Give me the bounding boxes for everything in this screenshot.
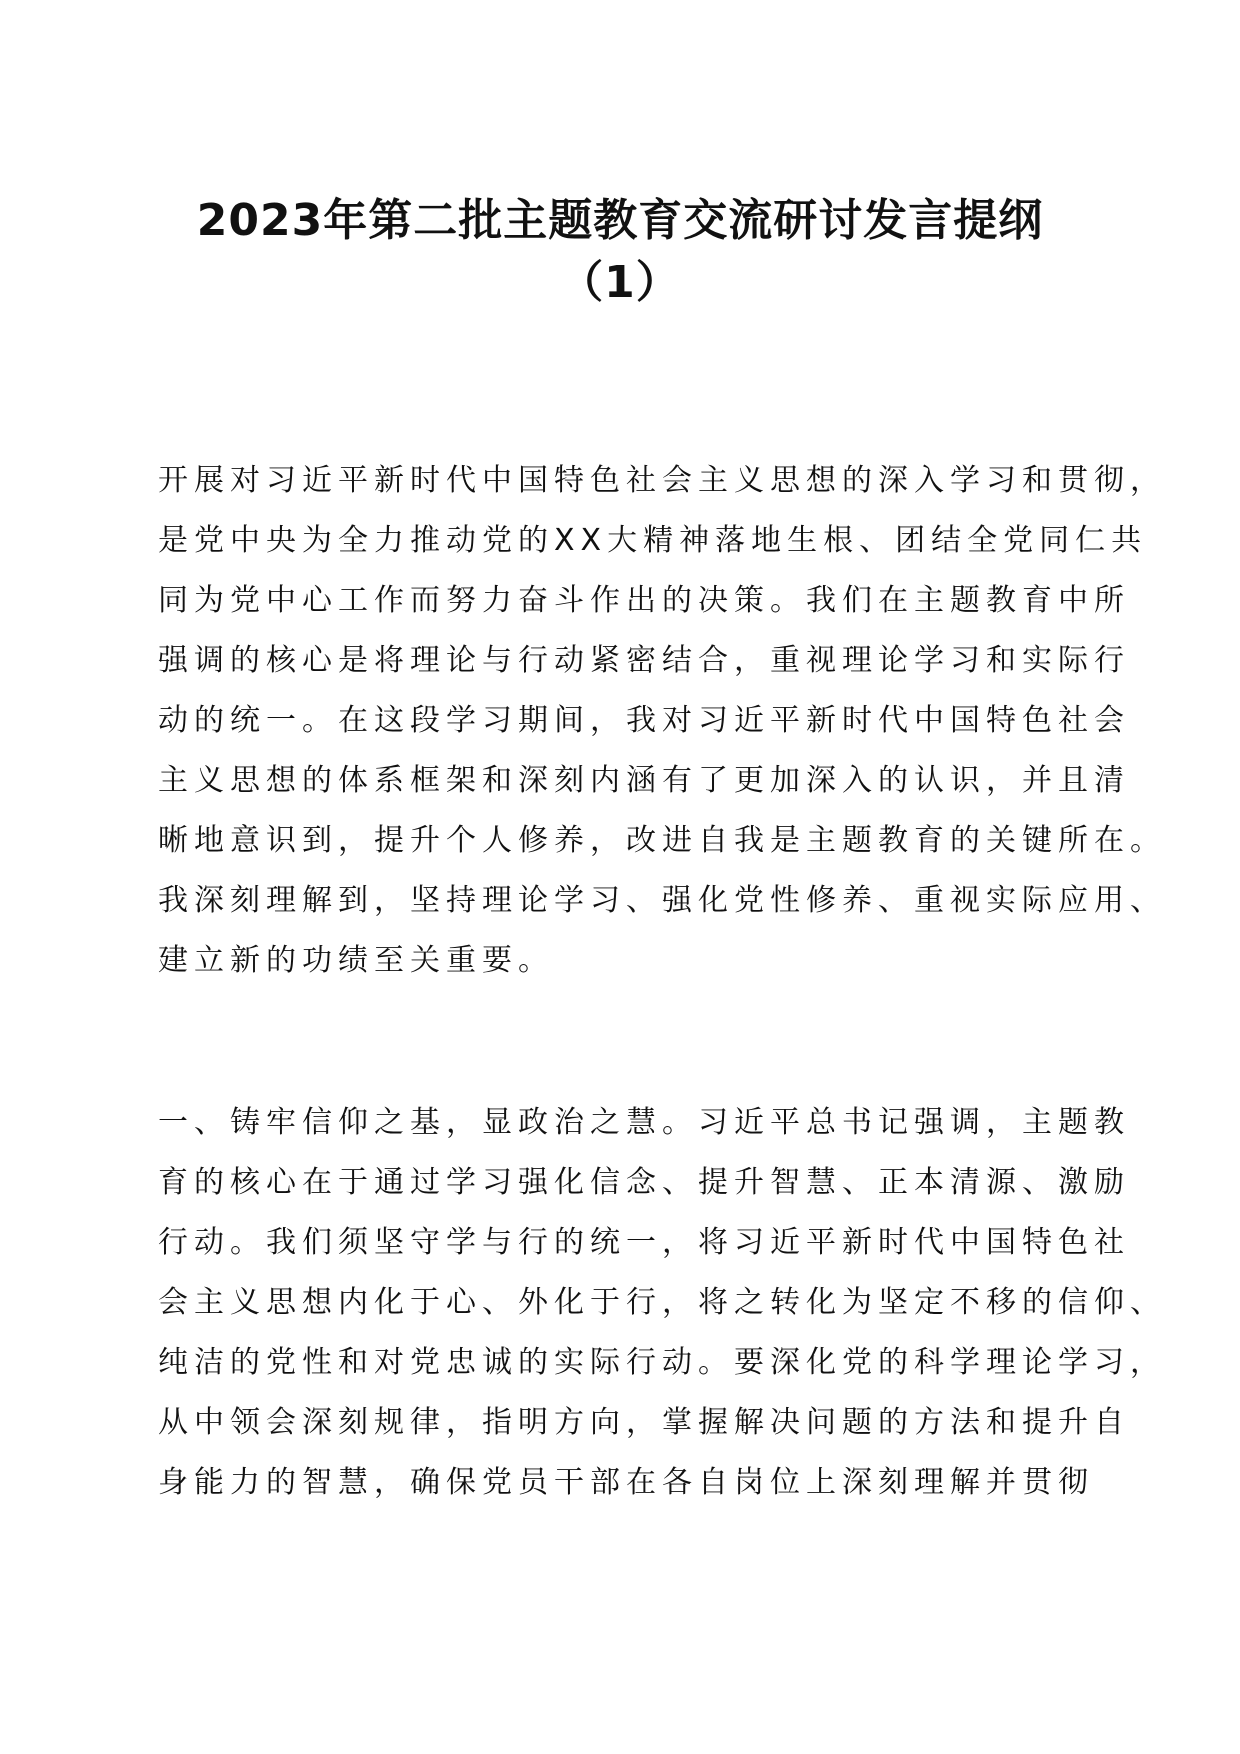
document-title-number: （1）	[559, 257, 681, 308]
text-line: 建立新的功绩至关重要。	[158, 943, 554, 978]
text-line: 纯洁的党性和对党忠诚的实际行动。要深化党的科学理论学习，	[158, 1345, 1166, 1380]
text-line: 动的统一。在这段学习期间，我对习近平新时代中国特色社会	[158, 703, 1130, 738]
text-line: 同为党中心工作而努力奋斗作出的决策。我们在主题教育中所	[158, 583, 1130, 618]
paragraph-intro	[158, 451, 1166, 991]
text-line: 会主义思想内化于心、外化于行，将之转化为坚定不移的信仰、	[158, 1285, 1166, 1320]
text-line: 强调的核心是将理论与行动紧密结合，重视理论学习和实际行	[158, 643, 1130, 678]
text-line: 开展对习近平新时代中国特色社会主义思想的深入学习和贯彻，	[158, 463, 1166, 498]
text-line: 是党中央为全力推动党的XX大精神落地生根、团结全党同仁共	[158, 523, 1148, 558]
paragraph-section-one	[158, 1093, 1166, 1513]
text-line: 一、铸牢信仰之基，显政治之慧。习近平总书记强调，主题教	[158, 1105, 1130, 1140]
text-line: 身能力的智慧，确保党员干部在各自岗位上深刻理解并贯彻	[158, 1465, 1094, 1500]
text-line: 行动。我们须坚守学与行的统一，将习近平新时代中国特色社	[158, 1225, 1130, 1260]
text-line: 我深刻理解到，坚持理论学习、强化党性修养、重视实际应用、	[158, 883, 1166, 918]
text-line: 育的核心在于通过学习强化信念、提升智慧、正本清源、激励	[158, 1165, 1130, 1200]
document-title: 2023年第二批主题教育交流研讨发言提纲	[196, 195, 1044, 246]
text-line: 晰地意识到，提升个人修养，改进自我是主题教育的关键所在。	[158, 823, 1166, 858]
text-line: 从中领会深刻规律，指明方向，掌握解决问题的方法和提升自	[158, 1405, 1130, 1440]
text-line: 主义思想的体系框架和深刻内涵有了更加深入的认识，并且清	[158, 763, 1130, 798]
